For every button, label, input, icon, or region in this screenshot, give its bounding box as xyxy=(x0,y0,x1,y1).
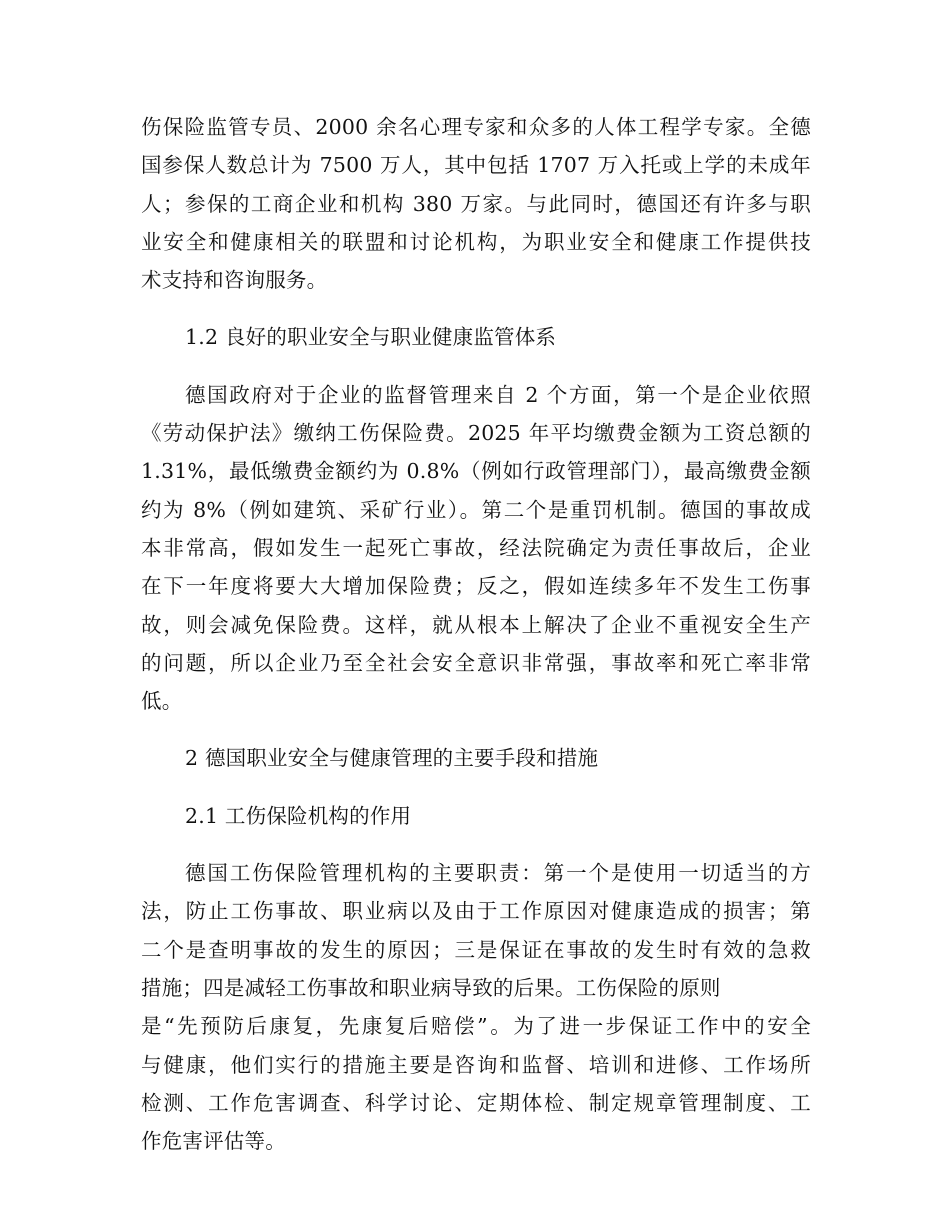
text-line: 的问题，所以企业乃至全社会安全意识非常强，事故率和死亡率非常 xyxy=(141,650,811,675)
heading-text: 2 德国职业安全与健康管理的主要手段和措施 xyxy=(185,746,599,771)
document-body xyxy=(141,108,811,1160)
text-line: 措施；四是减轻工伤事故和职业病导致的后果。工伤保险的原则 xyxy=(141,975,721,1000)
text-line: 约为 8%（例如建筑、采矿行业）。第二个是重罚机制。德国的事故成 xyxy=(141,497,811,522)
heading-text: 1.2 良好的职业安全与职业健康监管体系 xyxy=(185,325,557,350)
text-line: 德国工伤保险管理机构的主要职责：第一个是使用一切适当的方 xyxy=(185,861,811,886)
text-line: 作危害评估等。 xyxy=(141,1129,286,1154)
text-line: 故，则会减免保险费。这样，就从根本上解决了企业不重视安全生产 xyxy=(141,612,811,637)
text-line: 与健康，他们实行的措施主要是咨询和监督、培训和进修、工作场所 xyxy=(141,1052,811,1077)
section-heading-1-2 xyxy=(141,318,811,356)
text-line: 二个是查明事故的发生的原因；三是保证在事故的发生时有效的急救 xyxy=(141,937,811,962)
text-line: 是“先预防后康复，先康复后赔偿”。为了进一步保证工作中的安全 xyxy=(141,1014,811,1039)
heading-text: 2.1 工伤保险机构的作用 xyxy=(185,803,412,828)
text-line: 法，防止工伤事故、职业病以及由于工作原因对健康造成的损害；第 xyxy=(141,899,811,924)
text-line: 1.31%，最低缴费金额约为 0.8%（例如行政管理部门），最高缴费金额 xyxy=(141,459,811,484)
paragraph-continuation xyxy=(141,108,811,299)
text-line: 国参保人数总计为 7500 万人，其中包括 1707 万入托或上学的未成年 xyxy=(141,153,811,178)
text-line: 德国政府对于企业的监督管理来自 2 个方面，第一个是企业依照 xyxy=(185,382,811,407)
text-line: 在下一年度将要大大增加保险费；反之，假如连续多年不发生工伤事 xyxy=(141,574,811,599)
section-heading-2-1 xyxy=(141,797,811,835)
text-line: 《劳动保护法》缴纳工伤保险费。2025 年平均缴费金额为工资总额的 xyxy=(141,421,811,446)
paragraph-institution xyxy=(141,854,811,1160)
section-heading-2 xyxy=(141,739,811,777)
text-line: 术支持和咨询服务。 xyxy=(141,268,328,293)
text-line: 低。 xyxy=(141,689,183,714)
text-line: 伤保险监管专员、2000 余名心理专家和众多的人体工程学专家。全德 xyxy=(141,115,811,139)
text-line: 业安全和健康相关的联盟和讨论机构，为职业安全和健康工作提供技 xyxy=(141,229,811,254)
text-line: 本非常高，假如发生一起死亡事故，经法院确定为责任事故后，企业 xyxy=(141,535,811,560)
paragraph-supervision xyxy=(141,376,811,721)
text-line: 检测、工作危害调查、科学讨论、定期体检、制定规章管理制度、工 xyxy=(141,1090,811,1115)
text-line: 人；参保的工商企业和机构 380 万家。与此同时，德国还有许多与职 xyxy=(141,191,811,216)
